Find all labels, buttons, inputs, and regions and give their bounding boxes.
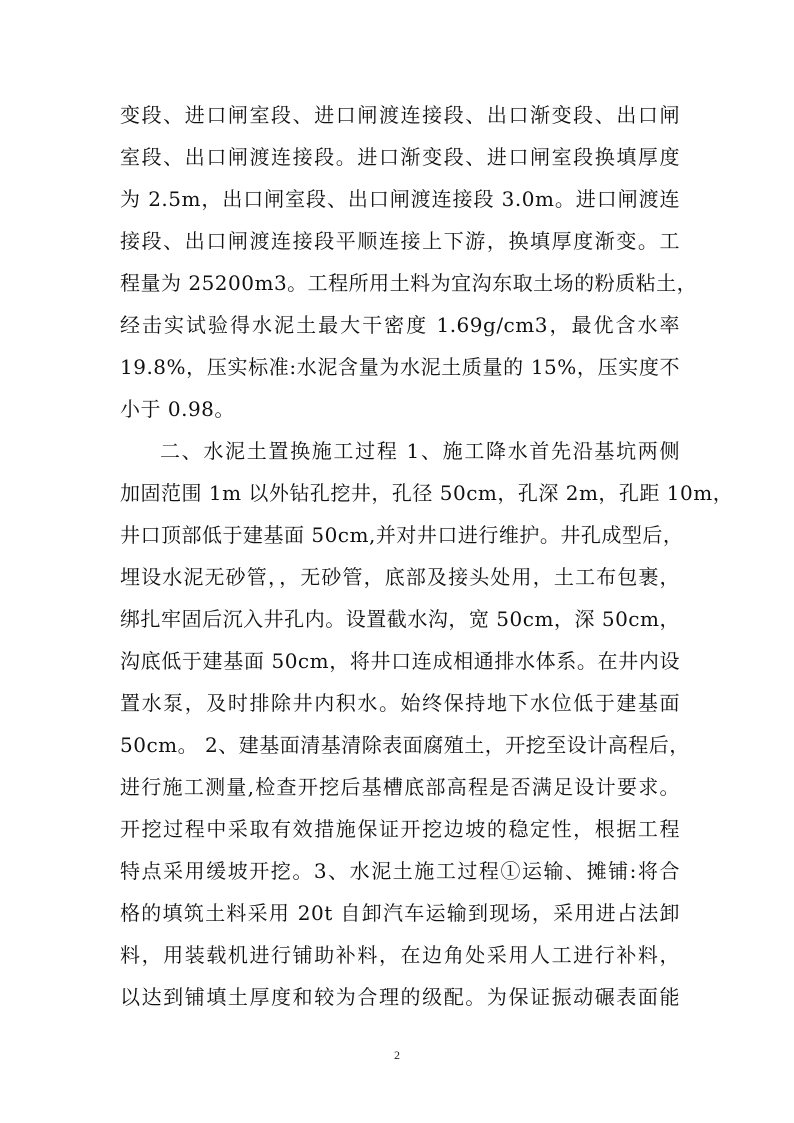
text-line: 19.8%，压实标准:水泥含量为水泥土质量的 15%，压实度不: [120, 355, 680, 379]
text-line: 置水泵，及时排除井内积水。始终保持地下水位低于建基面: [120, 691, 680, 715]
text-line: 沟底低于建基面 50cm，将井口连成相通排水体系。在井内设: [120, 649, 680, 673]
text-line: 埋设水泥无砂管，，无砂管，底部及接头处用，土工布包裹，: [120, 565, 680, 589]
text-line: 料，用装载机进行铺助补料，在边角处采用人工进行补料，: [120, 943, 680, 967]
text-line: 为 2.5m，出口闸室段、出口闸渡连接段 3.0m。进口闸渡连: [120, 187, 680, 211]
text-line: 特点采用缓坡开挖。3、水泥土施工过程①运输、摊铺:将合: [120, 859, 680, 883]
text-line: 加固范围 1m 以外钻孔挖井，孔径 50cm，孔深 2m，孔距 10m，: [120, 481, 734, 505]
text-line: 变段、进口闸室段、进口闸渡连接段、出口渐变段、出口闸: [120, 103, 680, 127]
text-line: 室段、出口闸渡连接段。进口渐变段、进口闸室段换填厚度: [120, 145, 680, 169]
text-line: 小于 0.98。: [120, 397, 235, 421]
text-line: 开挖过程中采取有效措施保证开挖边坡的稳定性，根据工程: [120, 817, 680, 841]
text-line: 井口顶部低于建基面 50cm,并对井口进行维护。井孔成型后，: [120, 523, 684, 547]
text-line: 经击实试验得水泥土最大干密度 1.69g/cm3，最优含水率: [120, 313, 680, 337]
text-line: 进行施工测量,检查开挖后基槽底部高程是否满足设计要求。: [120, 775, 680, 799]
text-line: 50cm。 2、建基面清基清除表面腐殖土，开挖至设计高程后，: [120, 733, 690, 757]
page-number: 2: [394, 1048, 400, 1062]
text-line: 以达到铺填土厚度和较为合理的级配。为保证振动碾表面能: [120, 985, 680, 1009]
text-line: 格的填筑土料采用 20t 自卸汽车运输到现场，采用进占法卸: [120, 901, 680, 925]
text-line: 程量为 25200m3。工程所用土料为宜沟东取土场的粉质粘土，: [120, 271, 698, 295]
text-line: 绑扎牢固后沉入井孔内。设置截水沟，宽 50cm，深 50cm，: [120, 607, 680, 631]
text-line: 二、水泥土置换施工过程 1、施工降水首先沿基坑两侧: [160, 439, 680, 463]
text-line: 接段、出口闸渡连接段平顺连接上下游，换填厚度渐变。工: [120, 229, 680, 253]
